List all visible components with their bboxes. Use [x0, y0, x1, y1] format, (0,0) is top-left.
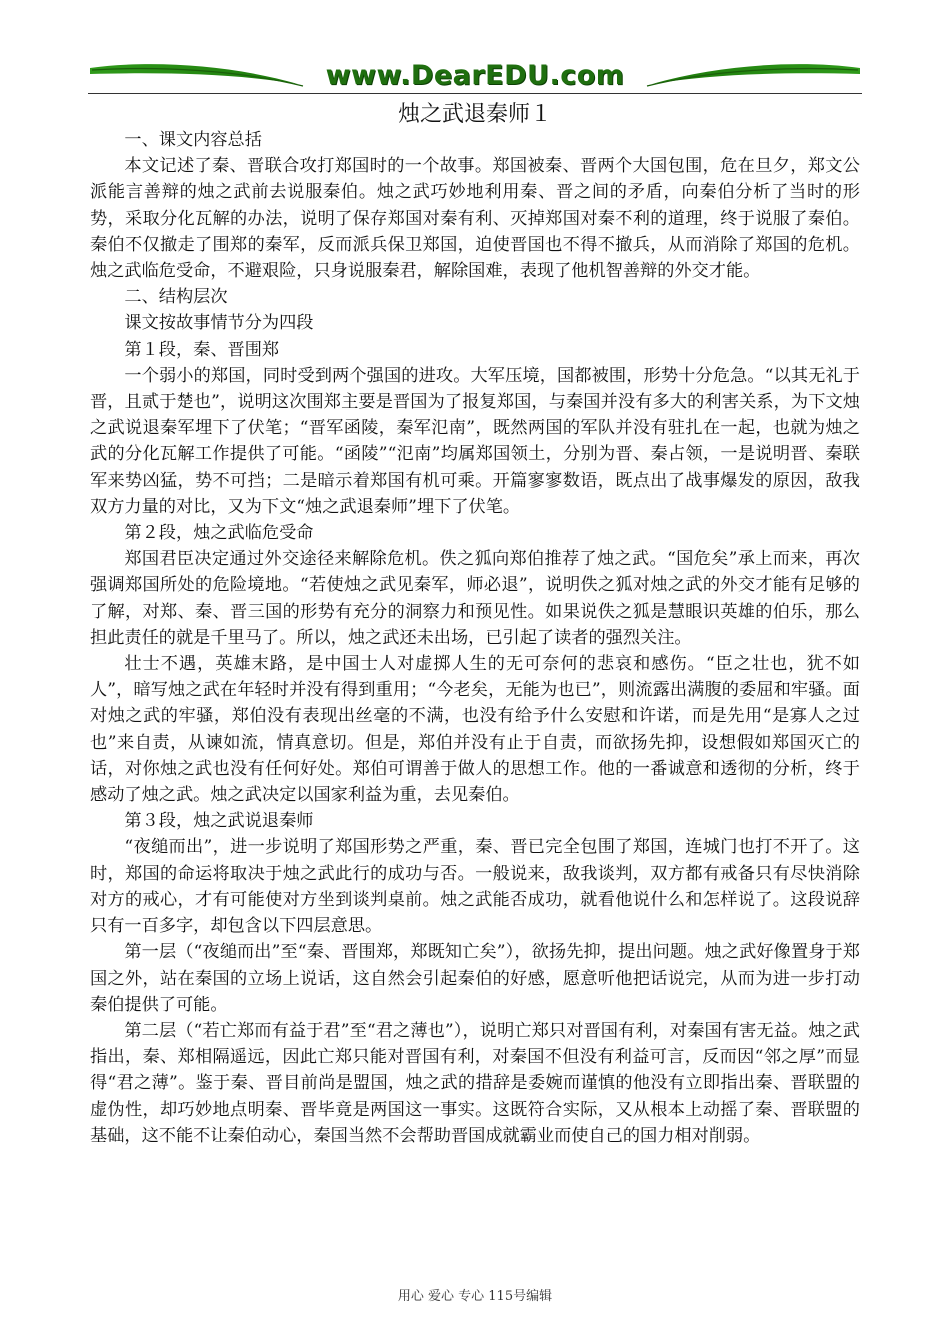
site-logo-text: www.DearEDU.com: [325, 60, 625, 91]
body-paragraph: 壮士不遇，英雄末路，是中国士人对虚掷人生的无可奈何的悲哀和感伤。“臣之壮也，犹不如人”，暗写烛之武在年轻时并没有得到重用；“今老矣，无能为也已”，则流露出满腹的委屈和牢骚。面对烛之武的牢骚，郑伯没有表现出丝毫的不满，也没有给予什么安慰和许诺，而是先用“是寡人之过也”来自责，从谏如流，情真意切。但是，郑伯并没有止于自责，而欲扬先抑，设想假如郑国灭亡的话，对你烛之武也没有任何好处。郑伯可谓善于做人的思想工作。他的一番诚意和透彻的分析，终于感动了烛之武。烛之武决定以国家利益为重，去见秦伯。: [90, 654, 860, 806]
body-paragraph: 第二层（“若亡郑而有益于君”至“君之薄也”），说明亡郑只对晋国有利，对秦国有害无益。烛之武指出，秦、郑相隔遥远，因此亡郑只能对晋国有利，对秦国不但没有利益可言，反而因“邻之厚”而显得“君之薄”。鉴于秦、晋目前尚是盟国，烛之武的措辞是委婉而谨慎的他没有立即指出秦、晋联盟的虚伪性，却巧妙地点明秦、晋毕竟是两国这一事实。这既符合实际，又从根本上动摇了秦、晋联盟的基础，这不能不让秦伯动心，秦国当然不会帮助晋国成就霸业而使自己的国力相对削弱。: [90, 1020, 860, 1146]
subsection-heading: 第１段，秦、晋围郑: [124, 339, 280, 360]
document-title: 烛之武退秦师１: [397, 102, 552, 127]
header-divider: [88, 93, 862, 94]
section-heading: 二、结构层次: [124, 287, 228, 308]
body-paragraph: 郑国君臣决定通过外交途径来解除危机。佚之狐向郑伯推荐了烛之武。“国危矣”承上而来，再次强调郑国所处的危险境地。“若使烛之武见秦军，师必退”，说明佚之狐对烛之武的外交才能有足够的了解，对郑、秦、晋三国的形势有充分的洞察力和预见性。如果说佚之狐是慧眼识英雄的伯乐，那么担此责任的就是千里马了。所以，烛之武还未出场，已引起了读者的强烈关注。: [90, 549, 860, 648]
body-paragraph: “夜缒而出”，进一步说明了郑国形势之严重，秦、晋已完全包围了郑国，连城门也打不开了。这时，郑国的命运将取决于烛之武此行的成功与否。一般说来，敌我谈判，双方都有戒备只有尽快消除对方的戒心，才有可能使对方坐到谈判桌前。烛之武能否成功，就看他说什么和怎样说了。这段说辞只有一百多字，却包含以下四层意思。: [90, 837, 860, 937]
body-paragraph: 第一层（“夜缒而出”至“秦、晋围郑，郑既知亡矣”），欲扬先抑，提出问题。烛之武好像置身于郑国之外，站在秦国的立场上说话，这自然会引起秦伯的好感，愿意听他把话说完，从而为进一步打动秦伯提供了可能。: [90, 942, 860, 1015]
section-heading: 一、课文内容总括: [124, 130, 262, 150]
subsection-heading: 第２段，烛之武临危受命: [124, 523, 314, 544]
subsection-heading: 第３段，烛之武说退秦师: [124, 811, 314, 832]
site-header: [88, 58, 862, 98]
body-paragraph: 一个弱小的郑国，同时受到两个强国的进攻。大军压境，国都被围，形势十分危急。“以其无礼于晋，且贰于楚也”，说明这次围郑主要是晋国为了报复郑国，与秦国并没有多大的利害关系，为下文烛之武说退秦军埋下了伏笔；“晋军函陵，秦军氾南”，既然两国的军队并没有驻扎在一起，也就为烛之武的分化瓦解工作提供了可能。“函陵”“氾南”均属郑国领土，分别为晋、秦占领，一是说明晋、秦联军来势凶猛，势不可挡；二是暗示着郑国有机可乘。开篇寥寥数语，既点出了战事爆发的原因，敌我双方力量的对比，又为下文“烛之武退秦师”埋下了伏笔。: [90, 365, 860, 517]
body-paragraph: 本文记述了秦、晋联合攻打郑国时的一个故事。郑国被秦、晋两个大国包围，危在旦夕，郑文公派能言善辩的烛之武前去说服秦伯。烛之武巧妙地利用秦、晋之间的矛盾，向秦伯分析了当时的形势，采取分化瓦解的办法，说明了保存郑国对秦有利、灭掉郑国对秦不利的道理，终于说服了秦伯。秦伯不仅撤走了围郑的秦军，反而派兵保卫郑国，迫使晋国也不得不撤兵，从而消除了郑国的危机。烛之武临危受命，不避艰险，只身说服秦君，解除国难，表现了他机智善辩的外交才能。: [90, 156, 860, 282]
page-footer: 用心 爱心 专心 115号编辑: [397, 1289, 553, 1304]
document-body: [90, 127, 860, 1149]
body-paragraph: 课文按故事情节分为四段: [124, 313, 314, 334]
